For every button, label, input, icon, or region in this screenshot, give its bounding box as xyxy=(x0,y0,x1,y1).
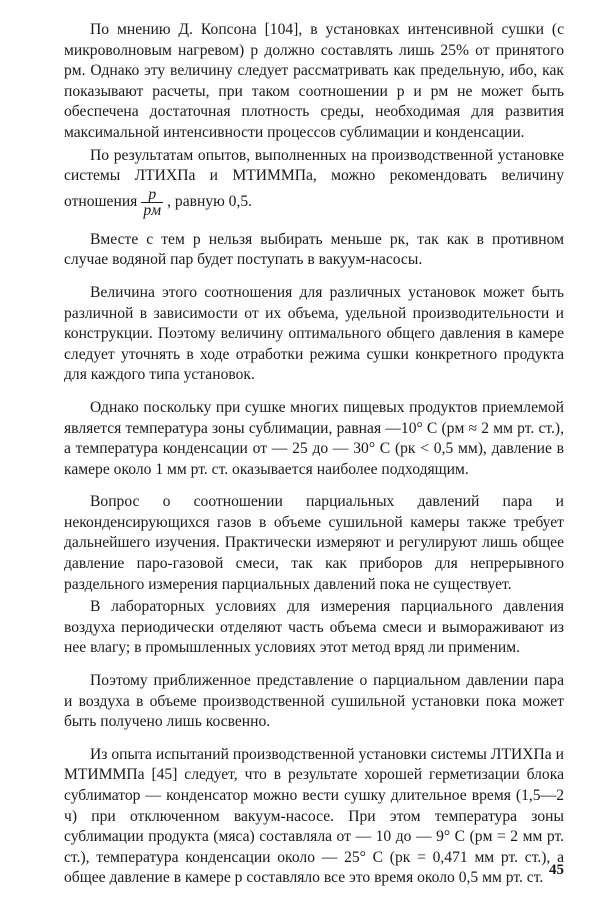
fraction-denominator: pм xyxy=(143,201,162,219)
paragraph-pk-limit: Вместе с тем p нельзя выбирать меньше pк, так как в противном случае водяной пар будет поступать в вакуум-насосы. xyxy=(64,230,564,269)
paragraph-approximation: Поэтому приближенное представление о парциальном давлении пара и воздуха в объеме производственной сушильной установки пока может быть получено лишь косвенно. xyxy=(64,672,564,731)
paragraph-experiment: Из опыта испытаний производственной установки системы ЛТИХПа и МТИММПа [45] следует, что в результате хорошей герметизации блока сублиматор — конденсатор можно вести сушку длительное время (1,5—2 ч) при отключенном вакуум-насосе. При этом температура зоны сублимации продукта (мяса) составляла от — 10 до — 9° С (pм = 2 мм рт. ст.), температура конденсации около — 25° С (pк = 0,471 мм рт. ст.), а общее давление в камере p составляло все это время около 0,5 мм рт. ст. xyxy=(64,745,564,887)
page-text xyxy=(64,20,564,901)
paragraph-ratio-variance: Величина этого соотношения для различных установок может быть различной в зависимости от их объема, удельной производительности и конструкции. Поэтому величину оптимального общего давления в камере следует уточнять в ходе отработки режима сушки конкретного продукта для каждого типа установок. xyxy=(64,283,564,384)
ratio-text-after: , равную 0,5. xyxy=(167,192,253,210)
paragraph-food-temperature: Однако поскольку при сушке многих пищевых продуктов приемлемой является температура зоны сублимации, равная —10° С (pм ≈ 2 мм рт. ст.), а температура конденсации от — 25 до — 30° С (pк < 0,5 мм), давление в камере около 1 мм рт. ст. оказывается наиболее подходящим. xyxy=(64,398,564,478)
paragraph-partial-pressure: Вопрос о соотношении парциальных давлений пара и неконденсирующихся газов в объеме сушильной камеры также требует дальнейшего изучения. Практически измеряют и регулируют лишь общее давление паро-газовой смеси, так как приборов для непрерывного раздельного измерения парциальных давлений пока не существует. xyxy=(64,493,564,593)
paragraph-kopson: По мнению Д. Копсона [104], в установках интенсивной сушки (с микроволновым нагревом) p должно составлять лишь 25% от принятого pм. Однако эту величину следует рассматривать как предельную, ибо, как показывают расчеты, при таком соотношении p и pм не может быть обеспечена достаточная плотность среды, необходимая для развития максимальной интенсивности процессов сублимации и конденсации. xyxy=(64,21,564,141)
paragraph-lab-conditions: В лабораторных условиях для измерения парциального давления воздуха периодически отделяют часть объема смеси и вымораживают из нее влагу; в промышленных условиях этот метод вряд ли применим. xyxy=(64,598,564,657)
fraction-numerator: p xyxy=(141,187,163,203)
paragraph-ratio xyxy=(64,146,564,218)
ratio-fraction xyxy=(141,187,163,218)
page-number: 45 xyxy=(549,862,564,878)
ratio-text-before: По результатам опытов, выполненных на производственной установке системы ЛТИХПа и МТИММПа, можно рекомендовать величину отношения xyxy=(64,146,564,210)
